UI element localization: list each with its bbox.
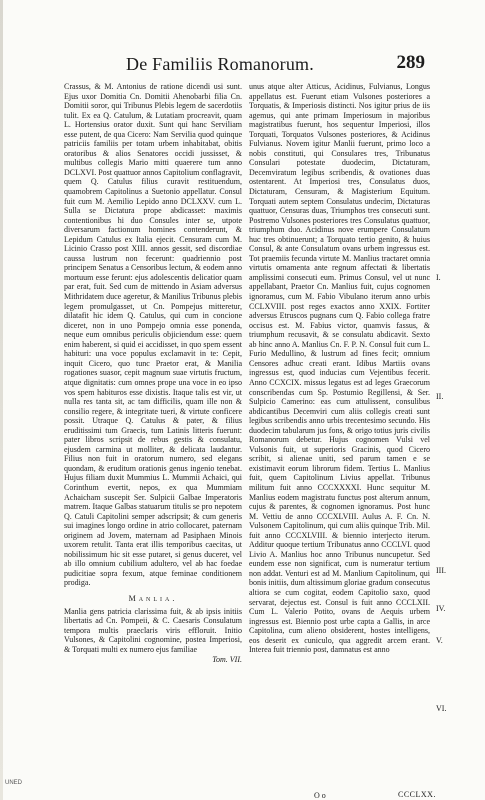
margin-note-3: III. [436,566,446,575]
signature-mark: O o [314,791,326,800]
right-paragraph-1: unus atque alter Atticus, Acidinus, Fulvianus, Longus appellatus est. Fuerunt etiam Vulsones posteriores a Torquatis, & Imperiosis distincti. Nos igitur prius de iis agemus, qui ante primam Imperiosum in majoribus magistratibus fuerunt, hos sequentur Imperiosi, illos Torquati, Torquatos Vulsones posteriores, & Acidinus Fulvianus. Novem igitur Manlii fuerunt, primo loco a nobis constituti, qui Consulares tres, Tribunatus Consulari potestate duodecim, Dictaturam, Decemviratum legibus scribendis, & ovationes duas ostentarent. At Imperiosi tres, Consulatus duos, Dictaturam, Censuram, & Magisterium Equitum. Torquati autem septem Consulatus undecim, Dictaturas quattuor, Censuras duas, Triumphos tres consecuti sunt. Postremo Vulsones posteriores tres Consulatus quattuor, triumphum duo. Acidinus nove erumpere Consulatum huc tres obtinuerunt; a Torquato tertio genito, & huius Consul, & ante Consulatum ovans urbem ingressus est. Tot praemiis fecunda virtute M. Manlius tractaret omnia virtutis ornamenta ante regnum affectati & libertatis amplissimi consecuti eum. Primus Consul, vel ut nunc appellabant, Praetor Cn. Manlius fuit, cujus cognomen ignoramus, cum M. Fabio Vibulano iterum anno urbis CCLXVIII. post reges exactos anno XXIX. Fortiter adversus Etruscos pugnans cum Q. Fabio collega fratre occisus est. M. Fabius victor, quamvis fassus, & triumphum recusavit, & se consulatu abdicavit. Sexto ab hinc anno A. Manlius Cn. F. P. N. Consul fuit cum L. Furio Medullino, & lustrum ad fines fecit; omnium Censores adhuc creati erant. Idibus Martiis ovans ingressus est, quod inducias cum Vejentibus fecerit. Anno CCXCIX. missus legatus est ad leges Graecorum conscribendas cum Sp. Postumio Regillensi, & Ser. Sulpicio Camerino: eas cum attulissent, consulibus abdicantibus Decemviri cum aliis collegis creati sunt legibus scribendis anno urbis trecentesimo secundo. His duodecim tabularum jus fons, & origo totius juris civilis Romanorum debetur. Hujus cognomen Vulsi vel Vulsonis fuit, ut superioris Gracinis, quod Cicero scribit, si alienae uniti, sed parum tamen e se existimavit eorum librorum fidem. Tertius L. Manlius fuit, quem Capitolinum Livius appellat. Tribunus militum fuit anno CCCXXXXI. Hunc sequitur M. Manlius eodem magistratu functus post alterum annum, cujus & parentes, & cognomen ignoramus. Post hunc M. Vettiu de anno CCCXLVIII. Aulus A. F. Cn. N. Vulsonem Capitolinum, qui cum aliis quinque Trib. Mil. fuit anno CCCXLVIII. & biennio interjecto iterum. Additur quoque tertium Tribunatus anno CCCLVI. quod Livio A. Manlius hoc anno Tribunus nuncupetur. Sed eundem esse non significat, cum is numeratur tertium non addat. Venturi est ad M. Manlium Capitolinum, qui bonis initiis, dum altissimum gloriae gradum consecutus altiora se cum cogitat, eodem Capitolio saxo, quod servarat, dejectus est. Consul is fuit anno CCCLXII. Cum L. Valerio Potito, ovans de Aequis urbem ingressus est. Biennio post urbe capta a Gallis, in arce Capitolina, cum alieno obsiderent, hostes intelligens, eos deserit ex cuniculo, qua aggredit arcem erant. Interea fuit triennio post, damnatus est anno [249,82,430,655]
library-stamp: UNED [5,780,23,786]
volume-catchword: Tom. VII. [212,655,242,665]
running-title: De Familiis Romanorum. [126,54,314,74]
left-column [64,82,242,665]
left-paragraph-1: Crassus, & M. Antonius de ratione dicendi usi sunt. Ejus uxor Domitia Cn. Domitii Ahenobarbi filia Cn. Domitii soror, qui Tribunus Plebis legem de sacerdotiis tulit. Ex ea Q. Catulum, & Lutatiam procreavit, quam L. Hortensius orator duxit. Sunt qui hanc Serviliam esse putent, de qua Cicero: Nam Servilia quod quinque patriciis familiis per totam urbem inhabitabat, obitis oratoribus & alios Senatores occidi jussisset, & multibus collegis Mario mitti quaerere tum anno DCLXVI. Post quattuor annos Capitolium conflagravit, quem Q. Catulus filius curavit restituendum, quamobrem Capitolinus a Suetonio appellatur. Consul fuit cum M. Aemilio Lepido anno DCLXXV. cum L. Sulla se Dictatura prope abdicasset: maximis contentionibus hi duo Consules inter se, utpote diversarum factionum homines contenderunt, & Lepidum Catulus ex Italia ejecit. Censuram cum M. Licinio Crasso post XIII. annos gessit, sed discordiae caussa lustrum non fecerunt: quadriennio post principem Senatus a Censoribus lectum, & eodem anno mortuum esse ferunt: ejus adolescentis delicatior quam par erat, fuit. Sed cum de mittendo in Asiam adversus Mithridatem duce ageretur, & Manilius Tribunus plebis legem promulgasset, ut Cn. Pompejus mitteretur, dilatafit hic idem Q. Catulus, qui cum in concione diceret, non in uno Pompejo omnia esse ponenda, neque eum omnibus periculis objiciendum esse: quem enim haberent, si quid ei accidisset, in quo spem essent habituri: una voce populus exclamavit in te: Cepit, inquit Cicero, quo tunc Praetor erat, & Manilia rogationes suasor, cepit magnum suae virtutis fructum, atque dignitatis: cum omnes prope una voce in eo ipso vos spem habituros esse dixistis. Itaque talis est vir, ut nulla res tanta sit, ac tam difficilis, quam ille non & consilio regere, & integritate tueri, & virtute conficere possit. Utraque Q. Catulus & pater, & filius eruditissimi tum Graecis, tum Latinis litteris fuerunt: pater libros scripsit de rebus gestis & consulatu, ejusdem carmina ut molliter, & delicata laudantur. Filius non fuit in oratorum numero, sed elegans quondam, & eruditum orationis genus ingenio tenebat. Hujus filiam duxit Mummius L. Mummii Achaici, qui Corinthum evertit, nepos, ex qua Mummiam Achaicham suscepit Ser. Sulpicii Galbae Imperatoris matrem. Itaque Galbas statuarum titulis se pro nepotem Q. Catuli Capitolini semper adscripsit; & cum generis sui imagines longo ordine in atrio collocaret, paternam originem ad Jovem, maternam ad Pasiphaen Minois uxorem retulit. Tanta erat illis temporibus caecitas, ut nobilissimum hic sit esse putaret, si genus duceret, vel ab illo omnium cubilium adultero, vel ab hac foedae pudicitiae sopra fexum, atque feminae conditionem prodiga. [64,82,242,588]
page-header [60,54,425,80]
binding-edge [0,0,3,800]
margin-note-6: VI. [436,704,447,713]
page-number: 289 [396,52,425,73]
section-heading-manlia: Manlia. [128,593,178,603]
right-column [249,82,430,655]
margin-note-5: V. [436,636,443,645]
catchword: CCCLXX. [398,790,436,799]
margin-note-4: IV. [436,604,446,613]
margin-note-2: II. [436,392,444,401]
margin-note-1: I. [436,273,441,282]
left-paragraph-2: Manlia gens patricia clarissima fuit, & ab ipsis initiis libertatis ad Cn. Pompeii, & C. Caesaris Consulatum tempora multis praeclaris viris effloruit. Initio Vulsones, & Capitolini cognomine, postea Imperiosi, & Torquati multi ex numero ejus familiae [64,606,242,654]
